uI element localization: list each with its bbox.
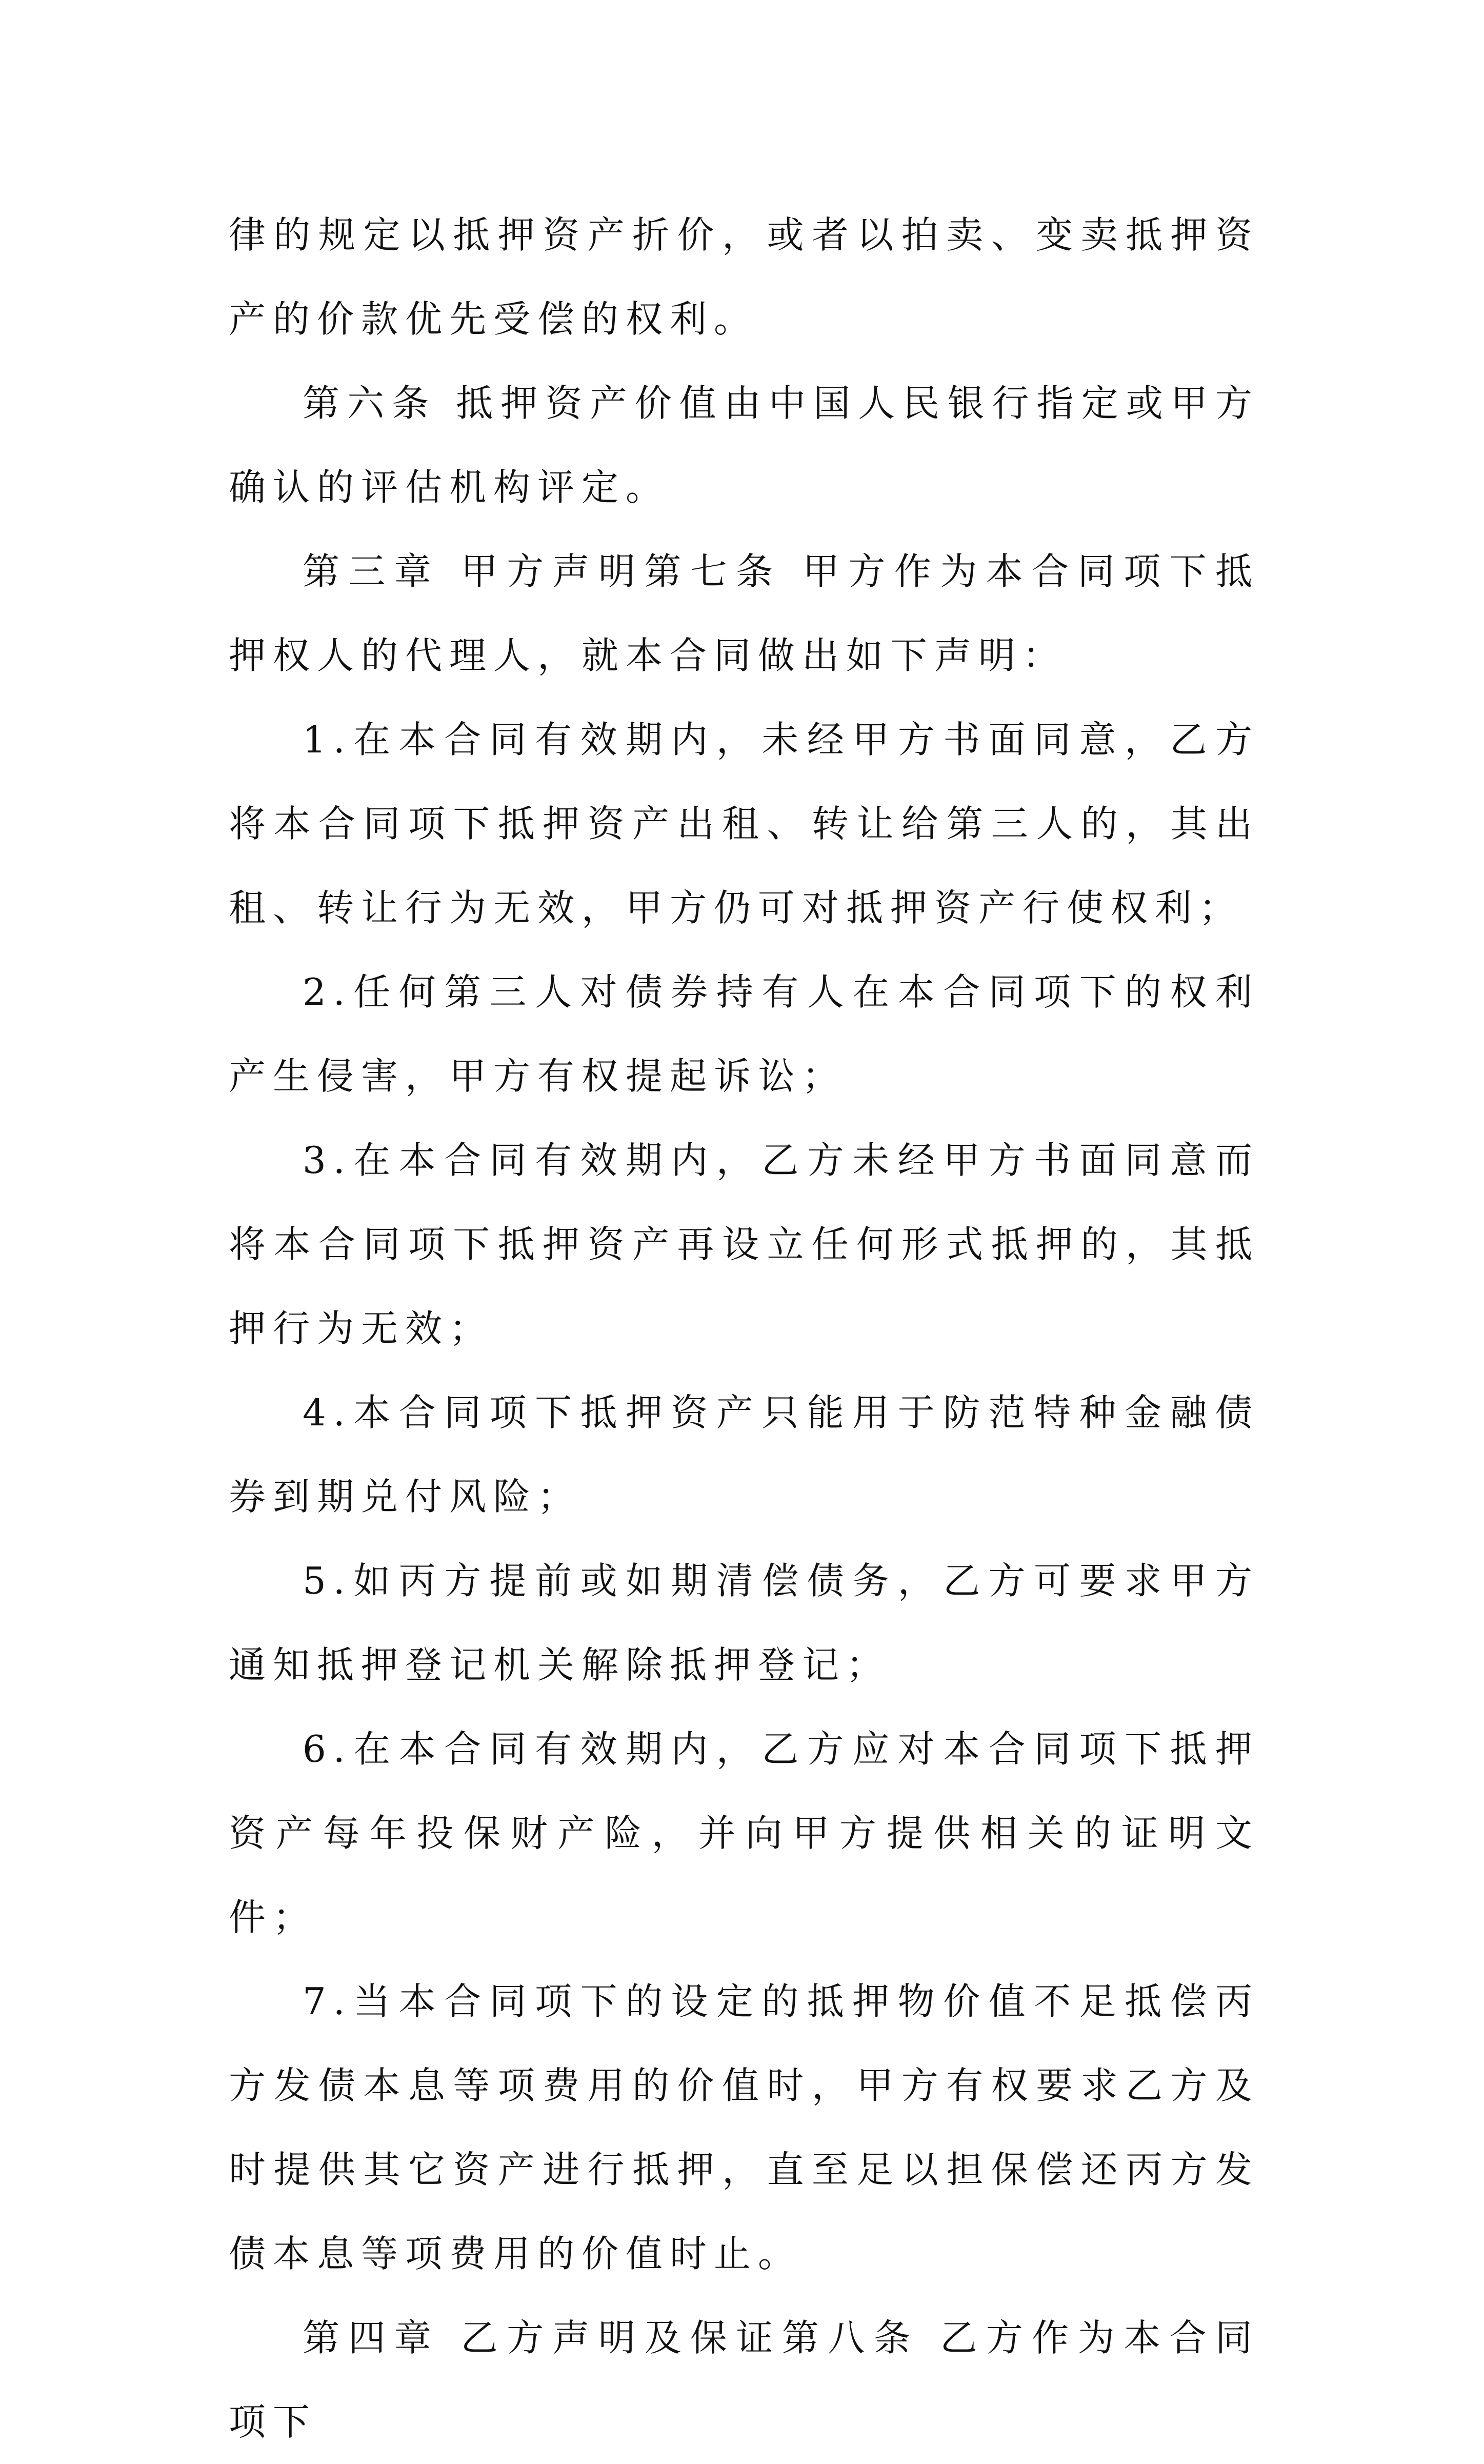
paragraph-item-3: 3.在本合同有效期内，乙方未经甲方书面同意而将本合同项下抵押资产再设立任何形式抵押的，其抵押行为无效； (229, 1139, 1259, 1350)
paragraph-chapter-4-article-8: 第四章 乙方声明及保证第八条 乙方作为本合同项下 (229, 2316, 1259, 2443)
document-body (229, 193, 1259, 2464)
paragraph-item-2: 2.任何第三人对债券持有人在本合同项下的权利产生侵害，甲方有权提起诉讼； (229, 970, 1259, 1098)
paragraph-item-5: 5.如丙方提前或如期清偿债务，乙方可要求甲方通知抵押登记机关解除抵押登记； (229, 1559, 1259, 1686)
paragraph-item-7: 7.当本合同项下的设定的抵押物价值不足抵偿丙方发债本息等项费用的价值时，甲方有权要求乙方及时提供其它资产进行抵押，直至足以担保偿还丙方发债本息等项费用的价值时止。 (229, 1980, 1259, 2275)
paragraph-item-1: 1.在本合同有效期内，未经甲方书面同意，乙方将本合同项下抵押资产出租、转让给第三人的，其出租、转让行为无效，甲方仍可对抵押资产行使权利； (229, 718, 1259, 929)
paragraph-continuation: 律的规定以抵押资产折价，或者以拍卖、变卖抵押资产的价款优先受偿的权利。 (229, 213, 1259, 341)
paragraph-chapter-3-article-7: 第三章 甲方声明第七条 甲方作为本合同项下抵押权人的代理人，就本合同做出如下声明： (229, 550, 1259, 677)
paragraph-item-6: 6.在本合同有效期内，乙方应对本合同项下抵押资产每年投保财产险，并向甲方提供相关的证明文件； (229, 1727, 1259, 1939)
paragraph-article-6: 第六条 抵押资产价值由中国人民银行指定或甲方确认的评估机构评定。 (229, 382, 1259, 509)
paragraph-item-4: 4.本合同项下抵押资产只能用于防范特种金融债券到期兑付风险； (229, 1391, 1259, 1518)
